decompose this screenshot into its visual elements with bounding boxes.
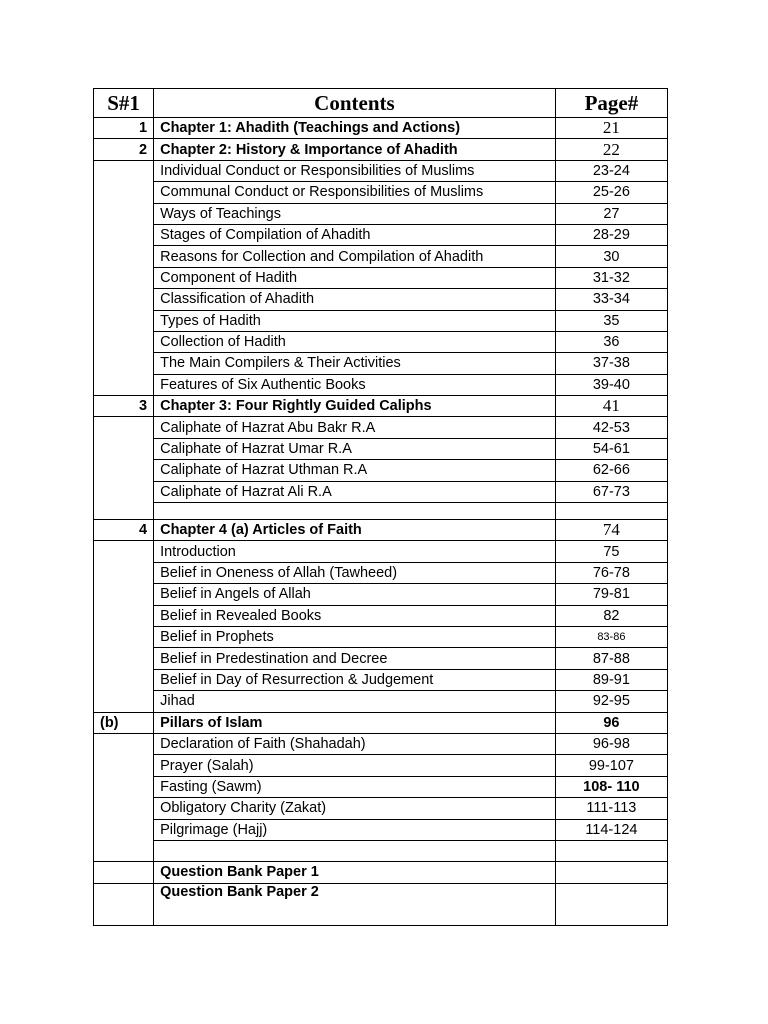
row-title: Introduction xyxy=(154,541,556,562)
empty-cell xyxy=(555,503,667,520)
row-title: Declaration of Faith (Shahadah) xyxy=(154,733,556,754)
row-sn xyxy=(94,862,154,883)
row-page: 67-73 xyxy=(555,481,667,502)
table-row xyxy=(94,203,668,224)
row-sn xyxy=(94,883,154,925)
row-page: 108- 110 xyxy=(555,776,667,797)
row-title: Belief in Day of Resurrection & Judgement xyxy=(154,669,556,690)
row-title: Fasting (Sawm) xyxy=(154,776,556,797)
table-row xyxy=(94,883,668,925)
row-title: Caliphate of Hazrat Uthman R.A xyxy=(154,460,556,481)
row-title: Features of Six Authentic Books xyxy=(154,374,556,395)
row-page xyxy=(555,862,667,883)
table-row xyxy=(94,481,668,502)
row-page: 30 xyxy=(555,246,667,267)
table-row xyxy=(94,118,668,139)
row-sn: (b) xyxy=(94,712,154,733)
row-title: Component of Hadith xyxy=(154,267,556,288)
row-title: Chapter 4 (a) Articles of Faith xyxy=(154,520,556,541)
row-page: 22 xyxy=(555,139,667,160)
row-page: 75 xyxy=(555,541,667,562)
row-title: Belief in Oneness of Allah (Tawheed) xyxy=(154,562,556,583)
row-page: 39-40 xyxy=(555,374,667,395)
table-row xyxy=(94,267,668,288)
row-page: 21 xyxy=(555,118,667,139)
row-sn-group xyxy=(94,160,154,395)
table-row xyxy=(94,224,668,245)
row-page: 74 xyxy=(555,520,667,541)
row-page: 92-95 xyxy=(555,691,667,712)
row-page: 36 xyxy=(555,331,667,352)
header-page: Page# xyxy=(555,89,667,118)
row-sn: 1 xyxy=(94,118,154,139)
row-page: 76-78 xyxy=(555,562,667,583)
row-page: 87-88 xyxy=(555,648,667,669)
row-page: 23-24 xyxy=(555,160,667,181)
row-page: 33-34 xyxy=(555,289,667,310)
table-row xyxy=(94,139,668,160)
row-title: Chapter 3: Four Rightly Guided Caliphs xyxy=(154,396,556,417)
row-title: Prayer (Salah) xyxy=(154,755,556,776)
row-page: 54-61 xyxy=(555,438,667,459)
empty-cell xyxy=(555,840,667,861)
empty-row xyxy=(94,840,668,861)
row-title: Chapter 1: Ahadith (Teachings and Actions) xyxy=(154,118,556,139)
row-title: Belief in Revealed Books xyxy=(154,605,556,626)
row-title: Caliphate of Hazrat Ali R.A xyxy=(154,481,556,502)
table-row xyxy=(94,605,668,626)
row-title: Pillars of Islam xyxy=(154,712,556,733)
table-row xyxy=(94,160,668,181)
table-row xyxy=(94,396,668,417)
row-title: Belief in Predestination and Decree xyxy=(154,648,556,669)
row-title: Stages of Compilation of Ahadith xyxy=(154,224,556,245)
table-row xyxy=(94,862,668,883)
row-title: Caliphate of Hazrat Umar R.A xyxy=(154,438,556,459)
table-row xyxy=(94,819,668,840)
table-row xyxy=(94,417,668,438)
table-row xyxy=(94,331,668,352)
row-page: 114-124 xyxy=(555,819,667,840)
table-row xyxy=(94,562,668,583)
row-page: 96 xyxy=(555,712,667,733)
row-title: Caliphate of Hazrat Abu Bakr R.A xyxy=(154,417,556,438)
table-row xyxy=(94,648,668,669)
row-page: 25-26 xyxy=(555,182,667,203)
header-contents: Contents xyxy=(154,89,556,118)
table-row xyxy=(94,691,668,712)
table-row xyxy=(94,310,668,331)
table-row xyxy=(94,776,668,797)
row-page: 82 xyxy=(555,605,667,626)
row-title: Belief in Angels of Allah xyxy=(154,584,556,605)
row-sn-group xyxy=(94,417,154,520)
empty-cell xyxy=(154,840,556,861)
header-row xyxy=(94,89,668,118)
row-title: Chapter 2: History & Importance of Ahadith xyxy=(154,139,556,160)
row-page: 28-29 xyxy=(555,224,667,245)
empty-cell xyxy=(154,503,556,520)
table-row xyxy=(94,520,668,541)
table-row xyxy=(94,289,668,310)
table-row xyxy=(94,755,668,776)
row-title: Collection of Hadith xyxy=(154,331,556,352)
row-page: 62-66 xyxy=(555,460,667,481)
row-page: 111-113 xyxy=(555,798,667,819)
row-page: 27 xyxy=(555,203,667,224)
table-row xyxy=(94,182,668,203)
table-row xyxy=(94,246,668,267)
row-page xyxy=(555,883,667,925)
header-sn: S#1 xyxy=(94,89,154,118)
row-title: Belief in Prophets xyxy=(154,626,556,647)
contents-table xyxy=(93,88,668,926)
row-sn: 3 xyxy=(94,396,154,417)
table-row xyxy=(94,669,668,690)
row-title: Pilgrimage (Hajj) xyxy=(154,819,556,840)
row-sn: 2 xyxy=(94,139,154,160)
row-page: 79-81 xyxy=(555,584,667,605)
row-title: Ways of Teachings xyxy=(154,203,556,224)
row-title: Classification of Ahadith xyxy=(154,289,556,310)
table-row xyxy=(94,712,668,733)
table-row xyxy=(94,541,668,562)
table-row xyxy=(94,733,668,754)
row-page: 37-38 xyxy=(555,353,667,374)
row-title: Jihad xyxy=(154,691,556,712)
row-title: Reasons for Collection and Compilation of Ahadith xyxy=(154,246,556,267)
row-title: Question Bank Paper 2 xyxy=(154,883,556,925)
row-page: 35 xyxy=(555,310,667,331)
table-row xyxy=(94,798,668,819)
row-page: 83-86 xyxy=(555,626,667,647)
table-row xyxy=(94,460,668,481)
row-title: Individual Conduct or Responsibilities of Muslims xyxy=(154,160,556,181)
row-sn: 4 xyxy=(94,520,154,541)
row-title: Obligatory Charity (Zakat) xyxy=(154,798,556,819)
row-sn-group xyxy=(94,541,154,712)
table-row xyxy=(94,438,668,459)
row-page: 96-98 xyxy=(555,733,667,754)
table-row xyxy=(94,626,668,647)
row-title: Communal Conduct or Responsibilities of Muslims xyxy=(154,182,556,203)
row-sn-group xyxy=(94,733,154,861)
row-page: 99-107 xyxy=(555,755,667,776)
table-row xyxy=(94,353,668,374)
empty-row xyxy=(94,503,668,520)
row-title: The Main Compilers & Their Activities xyxy=(154,353,556,374)
table-row xyxy=(94,374,668,395)
row-page: 42-53 xyxy=(555,417,667,438)
row-page: 89-91 xyxy=(555,669,667,690)
row-page: 31-32 xyxy=(555,267,667,288)
table-row xyxy=(94,584,668,605)
row-title: Types of Hadith xyxy=(154,310,556,331)
row-page: 41 xyxy=(555,396,667,417)
row-title: Question Bank Paper 1 xyxy=(154,862,556,883)
